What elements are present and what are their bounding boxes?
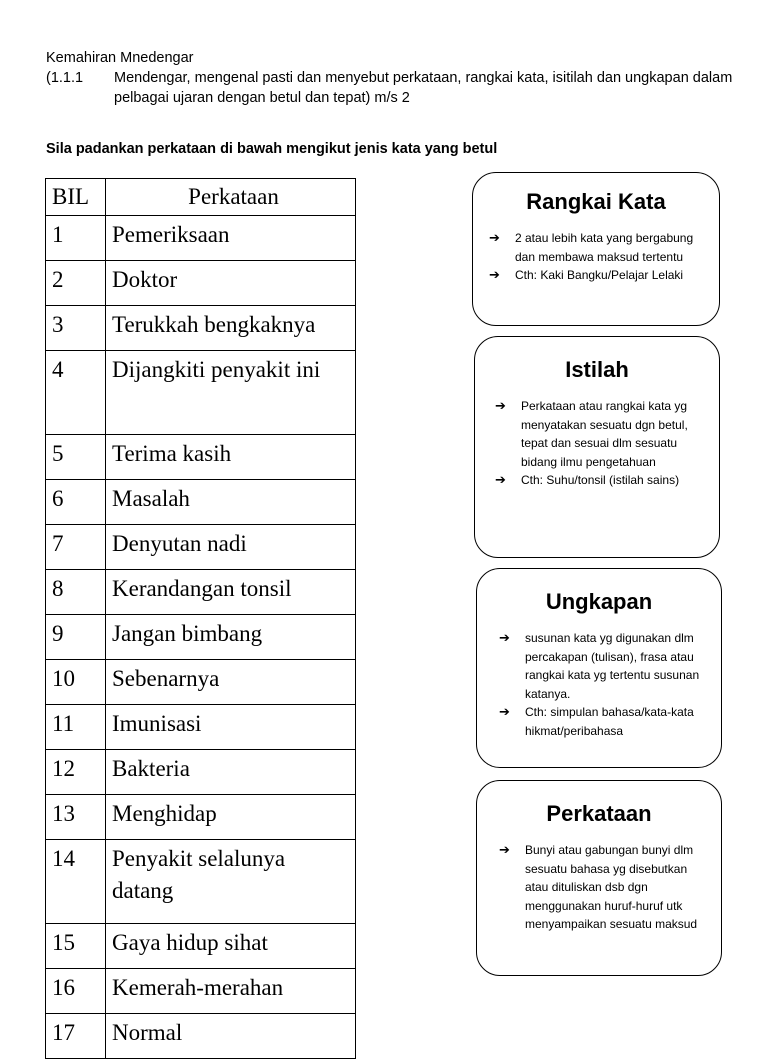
row-number: 8: [46, 570, 106, 615]
row-number: 1: [46, 216, 106, 261]
row-number: 17: [46, 1014, 106, 1059]
arrow-right-icon: ➔: [499, 704, 510, 719]
table-row: [46, 924, 356, 969]
column-header-perkataan: Perkataan: [106, 179, 356, 216]
table-row: [46, 525, 356, 570]
row-number: 9: [46, 615, 106, 660]
list-item: ➔ Cth: Suhu/tonsil (istilah sains): [495, 471, 709, 490]
row-number: 5: [46, 435, 106, 480]
arrow-right-icon: ➔: [499, 630, 510, 645]
category-box-ungkapan: [476, 568, 722, 768]
list-item: ➔ Cth: Kaki Bangku/Pelajar Lelaki: [489, 266, 711, 285]
instruction-text: Sila padankan perkataan di bawah mengikut jenis kata yang betul: [46, 141, 498, 157]
skill-code: (1.1.1: [46, 70, 84, 86]
list-item: ➔ 2 atau lebih kata yang bergabung dan membawa maksud tertentu: [489, 230, 694, 264]
row-number: 3: [46, 306, 106, 351]
row-word: Kemerah-merahan: [106, 969, 356, 1014]
row-word: Dijangkiti penyakit ini: [106, 351, 356, 435]
table-row: [46, 840, 356, 924]
row-word: Bakteria: [106, 750, 356, 795]
arrow-right-icon: ➔: [495, 472, 506, 487]
table-row: [46, 570, 356, 615]
row-word: Normal: [106, 1014, 356, 1059]
table-row: [46, 1014, 356, 1059]
row-word: Kerandangan tonsil: [106, 570, 356, 615]
row-number: 13: [46, 795, 106, 840]
list-item: ➔ Perkataan atau rangkai kata yg menyatakan sesuatu dgn betul, tepat dan sesuai dlm sesuatu bidang ilmu pengetahuan: [495, 398, 688, 469]
row-number: 15: [46, 924, 106, 969]
row-number: 6: [46, 480, 106, 525]
row-word: Terima kasih: [106, 435, 356, 480]
row-word: Doktor: [106, 261, 356, 306]
category-title: Perkataan: [546, 801, 652, 826]
table-row: [46, 261, 356, 306]
row-word: Menghidap: [106, 795, 356, 840]
table-row: [46, 615, 356, 660]
skill-description: Mendengar, mengenal pasti dan menyebut perkataan, rangkai kata, isitilah dan ungkapan dalam pelbagai ujaran dengan betul dan tepat) m/s 2: [114, 70, 733, 106]
row-number: 16: [46, 969, 106, 1014]
row-number: 2: [46, 261, 106, 306]
skill-title: Kemahiran Mnedengar: [46, 50, 194, 66]
category-definition-list: [495, 397, 709, 490]
category-title: Istilah: [565, 357, 629, 382]
row-word: Imunisasi: [106, 705, 356, 750]
table-row: [46, 351, 356, 435]
list-item: ➔ susunan kata yg digunakan dlm percakapan (tulisan), frasa atau rangkai kata yg tertentu susunan katanya.: [499, 630, 700, 701]
word-table: [45, 178, 356, 1059]
table-row: [46, 795, 356, 840]
row-word: Gaya hidup sihat: [106, 924, 356, 969]
category-title: Rangkai Kata: [526, 189, 666, 214]
row-number: 7: [46, 525, 106, 570]
category-title: Ungkapan: [545, 589, 653, 614]
table-row: [46, 480, 356, 525]
row-word: Masalah: [106, 480, 356, 525]
row-word: Sebenarnya: [106, 660, 356, 705]
category-definition-list: [499, 841, 709, 934]
table-header-row: [46, 179, 356, 216]
row-word: Jangan bimbang: [106, 615, 356, 660]
row-word: Terukkah bengkaknya: [106, 306, 356, 351]
row-word: Denyutan nadi: [106, 525, 356, 570]
arrow-right-icon: ➔: [489, 267, 500, 282]
table-row: [46, 969, 356, 1014]
skill-header: [46, 48, 736, 108]
table-row: [46, 750, 356, 795]
row-number: 12: [46, 750, 106, 795]
table-row: [46, 435, 356, 480]
category-definition-list: [499, 629, 709, 740]
skill-standard: [46, 68, 736, 108]
category-box-istilah: [474, 336, 720, 558]
arrow-right-icon: ➔: [489, 230, 500, 245]
arrow-right-icon: ➔: [495, 398, 506, 413]
table-row: [46, 216, 356, 261]
row-number: 4: [46, 351, 106, 435]
table-row: [46, 705, 356, 750]
row-word: Penyakit selalunya datang: [106, 840, 356, 924]
table-row: [46, 660, 356, 705]
column-header-bil: BIL: [46, 179, 106, 216]
row-number: 11: [46, 705, 106, 750]
category-box-perkataan: [476, 780, 722, 976]
row-number: 10: [46, 660, 106, 705]
category-box-rangkai-kata: [472, 172, 720, 326]
row-number: 14: [46, 840, 106, 924]
table-row: [46, 306, 356, 351]
list-item: ➔ Cth: simpulan bahasa/kata-kata hikmat/peribahasa: [499, 704, 694, 738]
row-word: Pemeriksaan: [106, 216, 356, 261]
arrow-right-icon: ➔: [499, 842, 510, 857]
list-item: ➔ Bunyi atau gabungan bunyi dlm sesuatu bahasa yg disebutkan atau dituliskan dsb dgn menggunakan huruf-huruf utk menyampaikan sesuatu maksud: [499, 842, 698, 931]
category-definition-list: [489, 229, 711, 285]
